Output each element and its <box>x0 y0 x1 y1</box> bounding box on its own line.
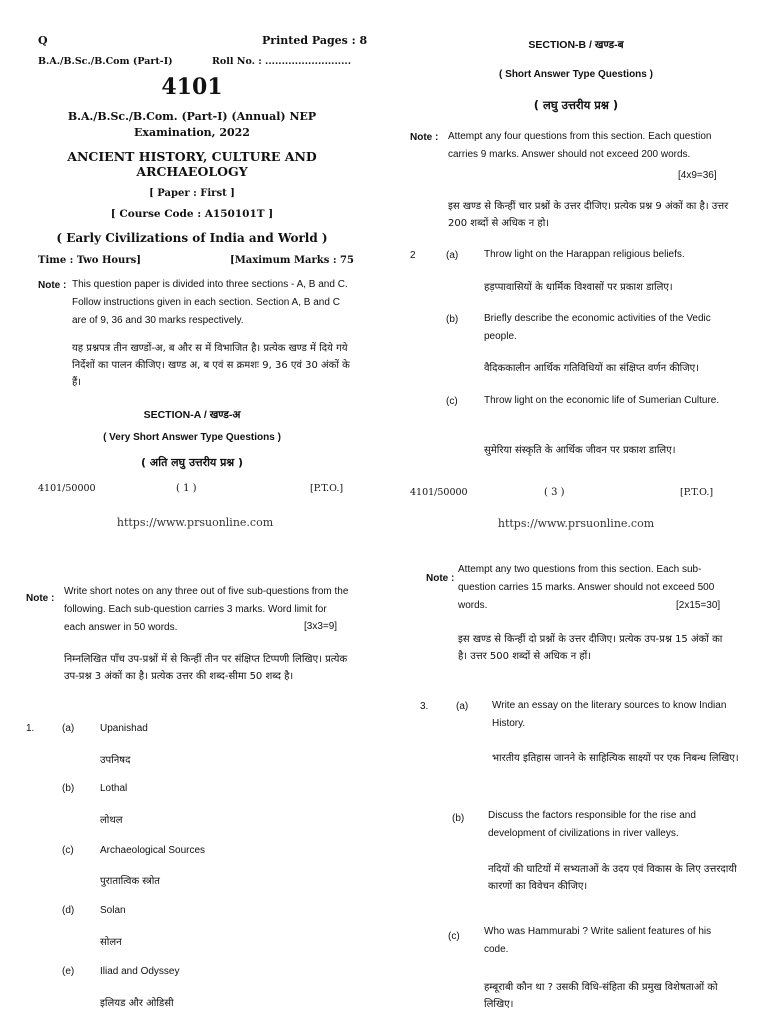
note-text: This question paper is divided into three sections - A, B and C. Follow instructions given in each section. Section A, B and C are of 9, 36 and 30 marks respectively. <box>72 279 348 326</box>
item-label: (b) <box>452 813 465 824</box>
note-label: Note : <box>26 593 55 604</box>
roll-no: Roll No. : .......................... <box>212 56 352 67</box>
item-hindi: हड़प्पावासियों के धार्मिक विश्वासों पर प्रकाश डालिए। <box>484 282 673 293</box>
item-hindi: भारतीय इतिहास जानने के साहित्यिक साक्ष्यों पर एक निबन्ध लिखिए। <box>492 753 739 764</box>
subject-line-2: ARCHAEOLOGY <box>136 164 248 179</box>
item-hindi: सोलन <box>100 937 122 948</box>
section-a-heading: SECTION-A / खण्ड-अ <box>143 409 241 421</box>
note-label: Note : <box>38 280 67 291</box>
item-english: Upanishad <box>100 723 148 734</box>
item-english: Write an essay on the literary sources to know Indian History. <box>492 700 727 729</box>
note-label: Note : <box>410 132 439 143</box>
note-text: Attempt any two questions from this section. Each sub-question carries 15 marks. Answer should not exceed 500 words. <box>458 564 715 611</box>
item-label: (c) <box>448 931 460 942</box>
item-hindi: उपनिषद <box>100 755 131 766</box>
page-2 <box>0 555 384 1024</box>
item-english: Archaeological Sources <box>100 845 206 856</box>
item-english: Iliad and Odyssey <box>100 966 180 977</box>
item-english: Discuss the factors responsible for the rise and development of civilizations in river valleys. <box>488 810 696 839</box>
note-text: Write short notes on any three out of five sub-questions from the following. Each sub-question carries 3 marks. Word limit for each answer in 50 words. <box>64 586 349 633</box>
item-hindi: लोथल <box>100 815 123 826</box>
note-marks: [2x15=30] <box>676 600 721 611</box>
item-label: (b) <box>62 783 75 794</box>
item-english: Throw light on the Harappan religious beliefs. <box>484 249 685 260</box>
note-label: Note : <box>426 573 455 584</box>
item-label: (c) <box>446 396 458 407</box>
item-english: Who was Hammurabi ? Write salient features of his code. <box>484 926 712 955</box>
section-a-type-hindi: ( अति लघु उत्तरीय प्रश्न ) <box>140 456 244 469</box>
question-number: 1. <box>26 723 35 734</box>
section-b-heading: SECTION-B / खण्ड-ब <box>528 39 624 51</box>
website-url: https://www.prsuonline.com <box>497 517 655 530</box>
note-hindi: इस खण्ड से किन्हीं दो प्रश्नों के उत्तर दीजिए। प्रत्येक उप-प्रश्न 15 अंकों का है। उत्तर 500 शब्दों से अधिक न हों। <box>458 634 723 662</box>
item-hindi: वैदिककालीन आर्थिक गतिविधियों का संक्षिप्त वर्णन कीजिए। <box>484 363 699 374</box>
note-marks: [3x3=9] <box>304 621 338 632</box>
footer-page-number: ( 3 ) <box>544 487 565 498</box>
item-hindi: नदियों की घाटियों में सभ्यताओं के उदय एवं विकास के लिए उत्तरदायी कारणों का विवेचन कीजिए। <box>488 864 737 892</box>
item-label: (d) <box>62 905 75 916</box>
item-hindi: सुमेरिया संस्कृति के आर्थिक जीवन पर प्रकाश डालिए। <box>484 445 676 456</box>
section-b-type-hindi: ( लघु उत्तरीय प्रश्न ) <box>533 98 619 112</box>
page-3 <box>384 0 768 545</box>
paper-code: 4101 <box>161 74 223 100</box>
page-4 <box>384 555 768 1024</box>
note-hindi: यह प्रश्नपत्र तीन खण्डों-अ, ब और स में विभाजित है। प्रत्येक खण्ड में दिये गये निर्देशों का पालन कीजिए। खण्ड अ, ब एवं स क्रमशः 9, 36 एवं 30 अंकों के हैं। <box>72 343 350 388</box>
item-label: (a) <box>456 701 469 712</box>
item-label: (a) <box>446 250 459 261</box>
q-label: Q <box>38 34 48 47</box>
footer-pto: [P.T.O.] <box>310 483 344 494</box>
footer-code: 4101/50000 <box>410 487 468 498</box>
footer-pto: [P.T.O.] <box>680 487 714 498</box>
paper-label: [ Paper : First ] <box>149 188 235 199</box>
footer-code: 4101/50000 <box>38 483 96 494</box>
item-hindi: इलियड और ओडिसी <box>100 998 174 1009</box>
item-label: (a) <box>62 723 75 734</box>
item-english: Briefly describe the economic activities of the Vedic people. <box>484 313 711 342</box>
course-code: [ Course Code : A150101T ] <box>110 208 274 220</box>
paper-title: ( Early Civilizations of India and World ) <box>56 231 328 245</box>
programme: B.A./B.Sc./B.Com (Part-I) <box>38 56 173 67</box>
page-1 <box>0 0 384 545</box>
footer-page-number: ( 1 ) <box>176 483 197 494</box>
question-number: 2 <box>410 250 416 261</box>
exam-line-2: Examination, 2022 <box>134 126 250 139</box>
note-hindi: इस खण्ड से किन्हीं चार प्रश्नों के उत्तर दीजिए। प्रत्येक प्रश्न 9 अंकों का है। उत्तर 200 शब्दों से अधिक न हो। <box>448 201 729 229</box>
printed-pages: Printed Pages : 8 <box>262 34 368 47</box>
item-hindi: हम्बूराबी कौन था ? उसकी विधि-संहिता की प्रमुख विशेषताओं को लिखिए। <box>484 982 718 1010</box>
maximum-marks: [Maximum Marks : 75 <box>230 255 354 266</box>
question-number: 3. <box>420 701 429 712</box>
section-a-type: ( Very Short Answer Type Questions ) <box>103 432 281 443</box>
exam-line-1: B.A./B.Sc./B.Com. (Part-I) (Annual) NEP <box>67 110 317 123</box>
note-text: Attempt any four questions from this section. Each question carries 9 marks. Answer should not exceed 200 words. <box>448 131 712 160</box>
item-english: Throw light on the economic life of Sumerian Culture. <box>484 395 720 406</box>
item-english: Solan <box>100 905 126 916</box>
time-allowed: Time : Two Hours] <box>38 255 141 266</box>
item-label: (c) <box>62 845 74 856</box>
item-label: (b) <box>446 314 459 325</box>
note-marks: [4x9=36] <box>678 170 717 181</box>
item-hindi: पुरातात्विक स्त्रोत <box>100 876 161 887</box>
section-b-type: ( Short Answer Type Questions ) <box>499 69 653 80</box>
subject-line-1: ANCIENT HISTORY, CULTURE AND <box>67 149 317 164</box>
item-english: Lothal <box>100 783 128 794</box>
note-hindi: निम्नलिखित पाँच उप-प्रश्नों में से किन्हीं तीन पर संक्षिप्त टिप्पणी लिखिए। प्रत्येक उप-प्रश्न 3 अंकों का है। प्रत्येक उत्तर की शब्द-सीमा 50 शब्द है। <box>64 654 348 682</box>
website-url: https://www.prsuonline.com <box>116 516 274 529</box>
item-label: (e) <box>62 966 75 977</box>
